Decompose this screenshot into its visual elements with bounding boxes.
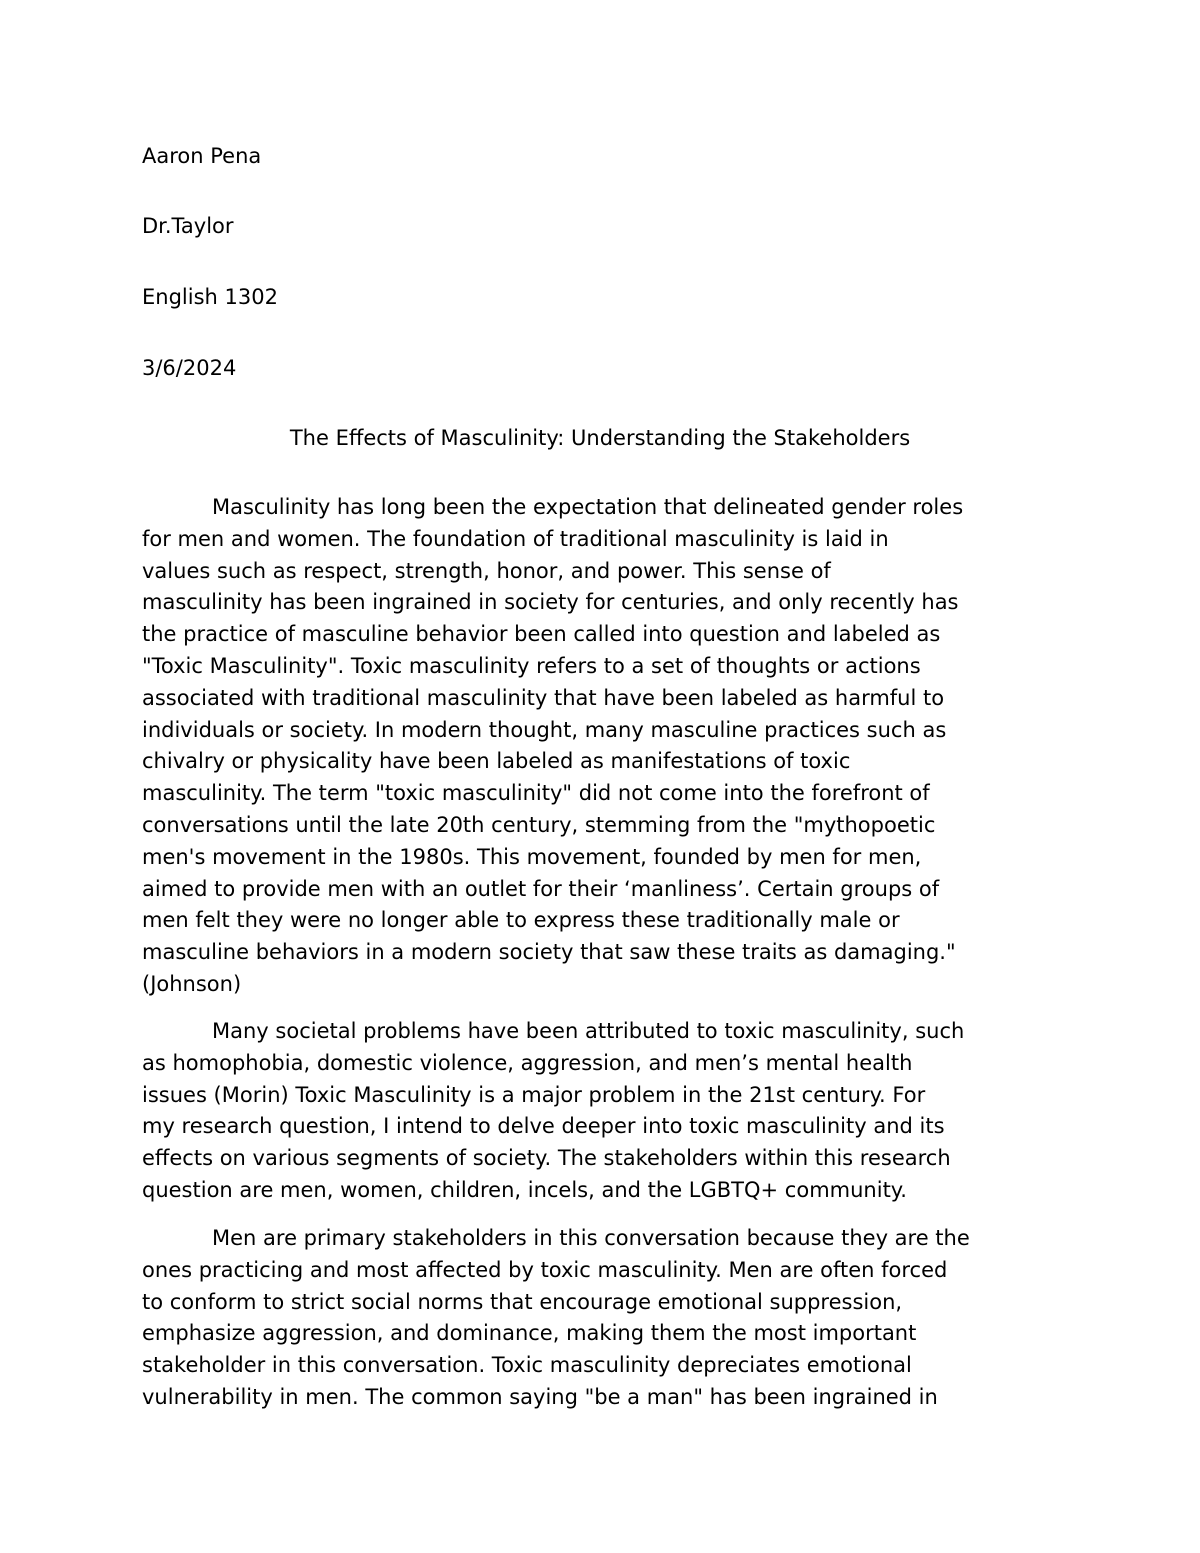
paragraph-line: ones practicing and most affected by toxic masculinity. Men are often forced (142, 1257, 948, 1282)
paragraph-line: men's movement in the 1980s. This movement, founded by men for men, (142, 844, 922, 869)
paragraph-line: individuals or society. In modern thought, many masculine practices such as (142, 717, 947, 742)
paragraph-line: conversations until the late 20th century, stemming from the "mythopoetic (142, 812, 936, 837)
paragraph-line: chivalry or physicality have been labeled as manifestations of toxic (142, 749, 851, 774)
paragraph-line: stakeholder in this conversation. Toxic masculinity depreciates emotional (142, 1353, 912, 1378)
paragraph-line: Many societal problems have been attributed to toxic masculinity, such (212, 1019, 965, 1043)
paragraph-line: for men and women. The foundation of traditional masculinity is laid in (142, 526, 889, 551)
paragraph-line: "Toxic Masculinity". Toxic masculinity refers to a set of thoughts or actions (142, 653, 921, 678)
submission-date: 3/6/2024 (142, 356, 237, 380)
paragraph-line: as homophobia, domestic violence, aggression, and men’s mental health (142, 1050, 913, 1075)
paragraph-line: aimed to provide men with an outlet for their ‘manliness’. Certain groups of (142, 876, 940, 901)
paragraph-line: issues (Morin) Toxic Masculinity is a major problem in the 21st century. For (142, 1082, 926, 1107)
paragraph-line: masculinity. The term "toxic masculinity" did not come into the forefront of (142, 781, 930, 806)
paragraph-line: men felt they were no longer able to express these traditionally male or (142, 908, 900, 933)
paragraph-line: values such as respect, strength, honor, and power. This sense of (142, 558, 831, 583)
paragraph-line: vulnerability in men. The common saying "be a man" has been ingrained in (142, 1384, 938, 1409)
paragraph-3 (142, 1223, 970, 1414)
paragraph-line: the practice of masculine behavior been called into question and labeled as (142, 622, 941, 647)
paragraph-line: associated with traditional masculinity that have been labeled as harmful to (142, 685, 945, 710)
paragraph-line: question are men, women, children, incels, and the LGBTQ+ community. (142, 1177, 907, 1202)
author-name: Aaron Pena (142, 144, 262, 168)
paragraph-line: masculine behaviors in a modern society that saw these traits as damaging." (142, 940, 956, 965)
paragraph-line: Masculinity has long been the expectation that delineated gender roles (212, 495, 964, 519)
paragraph-1 (142, 492, 963, 1001)
instructor-name: Dr.Taylor (142, 214, 234, 238)
paragraph-line: my research question, I intend to delve deeper into toxic masculinity and its (142, 1114, 945, 1139)
paragraph-line: (Johnson) (142, 971, 242, 996)
paragraph-line: emphasize aggression, and dominance, making them the most important (142, 1321, 917, 1346)
paragraph-line: effects on various segments of society. The stakeholders within this research (142, 1146, 951, 1171)
paragraph-2 (142, 1016, 964, 1207)
essay-title: The Effects of Masculinity: Understanding the Stakeholders (289, 426, 911, 450)
course-name: English 1302 (142, 285, 278, 309)
paragraph-line: Men are primary stakeholders in this conversation because they are the (212, 1226, 970, 1250)
paragraph-line: to conform to strict social norms that encourage emotional suppression, (142, 1289, 903, 1314)
paragraph-line: masculinity has been ingrained in society for centuries, and only recently has (142, 590, 959, 615)
